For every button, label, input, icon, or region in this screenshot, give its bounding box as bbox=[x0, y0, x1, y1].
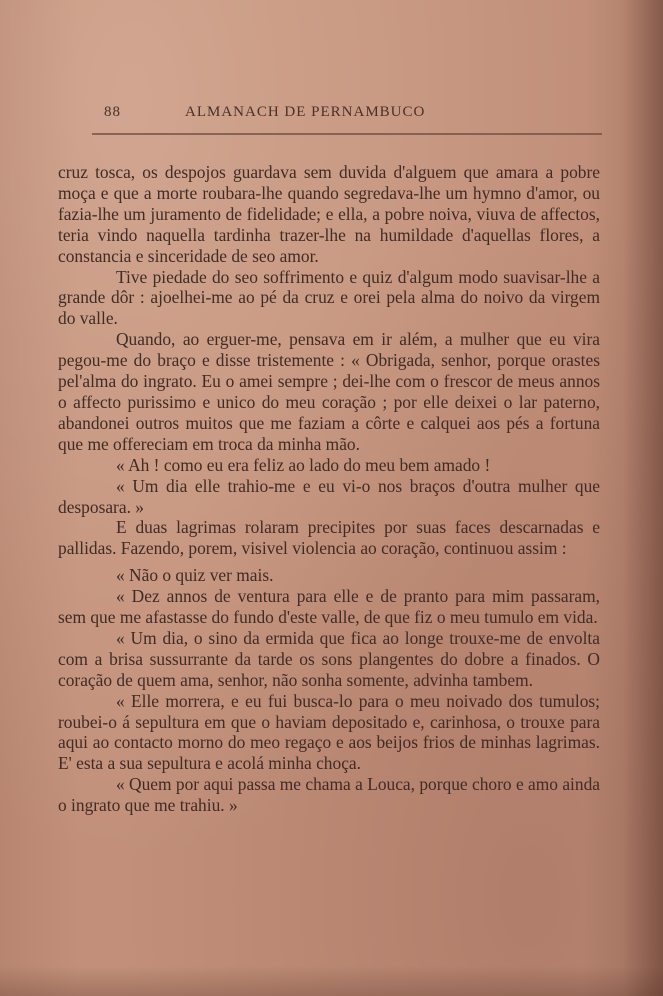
paragraph: « Elle morrera, e eu fui busca-lo para o meu noivado dos tumulos; roubei-o á sepultura em que o haviam depositado e, carinhosa, o trouxe para aqui ao contacto morno do meo regaço e aos beijos frios de minhas lagrimas. E' esta a sua sepultura e acolá minha choça. bbox=[58, 690, 600, 774]
body-text bbox=[58, 162, 600, 816]
paragraph: « Quem por aqui passa me chama a Louca, porque choro e amo ainda o ingrato que me trahiu. » bbox=[58, 774, 600, 816]
page-bottom-shadow bbox=[0, 966, 663, 996]
paragraph: Quando, ao erguer-me, pensava em ir além, a mulher que eu vira pegou-me do braço e disse tristemente : « Obrigada, senhor, porque orastes pel'alma do ingrato. Eu o amei sempre ; dei-lhe com o frescor de meus annos o affecto purissimo e unico do meu coração ; por elle deixei o lar paterno, abandonei outros muitos que me faziam a côrte e calquei aos pés a fortuna que me offereciam em troca da minha mão. bbox=[58, 329, 600, 454]
page-number: 88 bbox=[104, 104, 121, 120]
paragraph: « Um dia, o sino da ermida que fica ao longe trouxe-me de envolta com a brisa sussurrante da tarde os sons plangentes do dobre a finados. O coração de quem ama, senhor, não sonha somente, advinha tambem. bbox=[58, 627, 600, 690]
paragraph: cruz tosca, os despojos guardava sem duvida d'alguem que amara a pobre moça e que a morte roubara-lhe quando segredava-lhe um hymno d'amor, ou fazia-lhe um juramento de fidelidade; e ella, a pobre noiva, viuva de affectos, teria vindo naquella tardinha trazer-lhe na humildade d'aquellas flores, a constancia e sinceridade de seo amor. bbox=[58, 162, 600, 266]
paragraph: Tive piedade do seo soffrimento e quiz d'algum modo suavisar-lhe a grande dôr : ajoelhei-me ao pé da cruz e orei pela alma do noivo da virgem do valle. bbox=[58, 266, 600, 329]
paragraph: « Não o quiz ver mais. bbox=[116, 565, 274, 586]
page-header bbox=[104, 104, 524, 121]
paragraph: « Ah ! como eu era feliz ao lado do meu bem amado ! bbox=[116, 454, 491, 475]
page-edge-shadow bbox=[623, 0, 663, 996]
paragraph: « Um dia elle trahio-me e eu vi-o nos braços d'outra mulher que desposara. » bbox=[58, 475, 600, 517]
header-rule bbox=[92, 133, 602, 135]
paragraph: « Dez annos de ventura para elle e de pranto para mim passaram, sem que me afastasse do fundo d'este valle, de que fiz o meu tumulo em vida. bbox=[58, 586, 600, 628]
paragraph: E duas lagrimas rolaram precipites por suas faces descarnadas e pallidas. Fazendo, porem, visivel violencia ao coração, continuou assim : bbox=[58, 517, 600, 559]
running-title: ALMANACH DE PERNAMBUCO bbox=[185, 104, 426, 120]
